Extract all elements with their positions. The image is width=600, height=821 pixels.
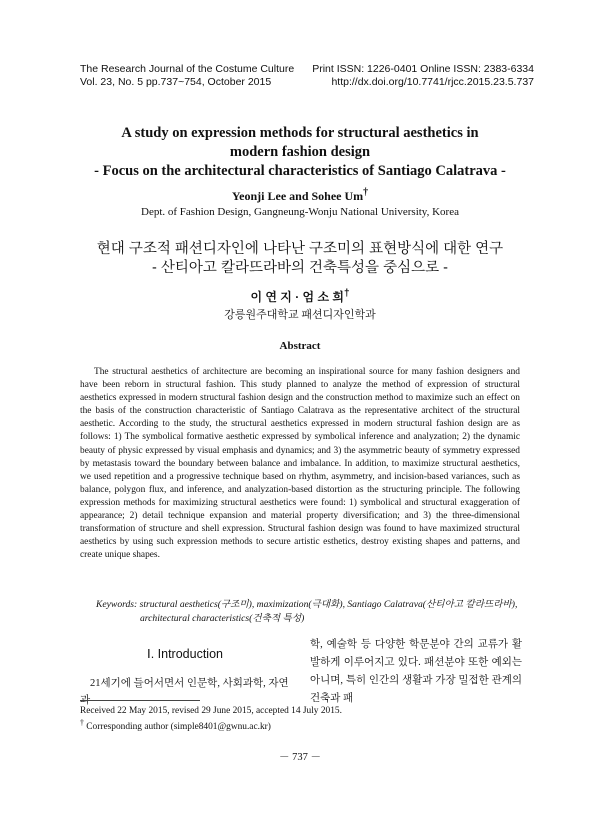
affiliation: Dept. of Fashion Design, Gangneung-Wonju National University, Korea	[141, 206, 459, 218]
paper-title-block	[60, 124, 540, 181]
volume-info: Vol. 23, No. 5 pp.737~754, October 2015	[80, 76, 272, 88]
korean-authors	[0, 288, 600, 305]
keywords: Keywords: structural aesthetics(구조미), maximization(극대화), Santiago Calatrava(산티아고 칼라뜨라바), architectural characteristics(건축적 특성)	[96, 599, 518, 624]
journal-header-left	[80, 63, 294, 89]
korean-affiliation: 강릉원주대학교 패션디자인학과	[224, 309, 376, 321]
korean-author-names: 이 연 지 · 엄 소 희	[250, 290, 344, 304]
body-text-left: 21세기에 들어서면서 인문학, 사회과학, 자연과	[80, 678, 289, 706]
korean-corresponding-mark: †	[344, 288, 350, 299]
issn: Print ISSN: 1226-0401 Online ISSN: 2383-6334	[312, 63, 534, 75]
body-text-right: 학, 예술학 등 다양한 학문분야 간의 교류가 활발하게 이루어지고 있다. 패션분야 또한 예외는 아니며, 특히 인간의 생활과 가장 밀접한 관계의 건축과 패	[310, 639, 522, 704]
abstract-heading: Abstract	[279, 340, 321, 352]
journal-header-right	[312, 63, 534, 89]
author-names	[0, 187, 600, 204]
abstract-text: The structural aesthetics of architecture are becoming an inspirational source for many fashion designers and have been reborn in structural fashion. This study planned to analyze the method of expression of structural aesthetics expressed in modern structural fashion design and the construction method to maximize such an effect on the basis of the construction characteristic of Santiago Calatrava as the representative architect of the structural aesthetic. According to the study, the structural aesthetics expressed in modern structural fashion design are as follows: 1) The symbolical formative aesthetic expressed by symbolical inference and analyzation; 2) the dynamic beauty of physic expressed by visual emphasis and dynamics; and 3) the asymmetric beauty of symmetry expressed by metastasis toward the boundary between balance and imbalance. In addition, to maximize structural aesthetics, we used repetition and a progressive technique based on rhythm, asymmetry, and incision-based variances, such as balance, polygon flux, and inference, and analyzation-based distortion as the structuring principle. The following expression methods for maximizing structural aesthetics were found: 1) symbolical and structural exaggeration of appearance; 2) detail technique expansion and material property diversification; and 3) the three-dimensional transformation of structure and shell expression. Structural fashion design was found to have maximized structural aesthetics by using such expression methods to secure artistic esthetics, destroy existing shapes and patterns, and create unique shapes.	[80, 367, 520, 561]
footnote-mark: †	[80, 718, 84, 727]
footnotes	[80, 705, 342, 733]
introduction-heading: Ⅰ. Introduction	[147, 647, 223, 661]
corresponding-author-text: Corresponding author (simple8401@gwnu.ac.kr)	[86, 722, 271, 733]
doi-link[interactable]: http://dx.doi.org/10.7741/rjcc.2015.23.5.737	[331, 76, 534, 88]
corresponding-author	[80, 717, 342, 733]
author-names-text: Yeonji Lee and Sohee Um	[231, 189, 364, 203]
korean-title: 현대 구조적 패션디자인에 나타난 구조미의 표현방식에 대한 연구	[96, 241, 504, 257]
page-number: － 737 －	[279, 752, 321, 763]
journal-name: The Research Journal of the Costume Culture	[80, 63, 295, 75]
korean-subtitle: - 산티아고 칼라뜨라바의 건축특성을 중심으로 -	[152, 260, 448, 276]
received-dates: Received 22 May 2015, revised 29 June 2015, accepted 14 July 2015.	[80, 706, 342, 716]
paper-title-line-1: A study on expression methods for structural aesthetics in	[121, 125, 479, 141]
corresponding-mark: †	[363, 187, 369, 198]
paper-subtitle: - Focus on the architectural characteristics of Santiago Calatrava -	[94, 163, 506, 179]
paper-title-line-2: modern fashion design	[229, 144, 371, 160]
korean-title-block	[0, 240, 600, 278]
footnote-divider	[80, 700, 200, 701]
